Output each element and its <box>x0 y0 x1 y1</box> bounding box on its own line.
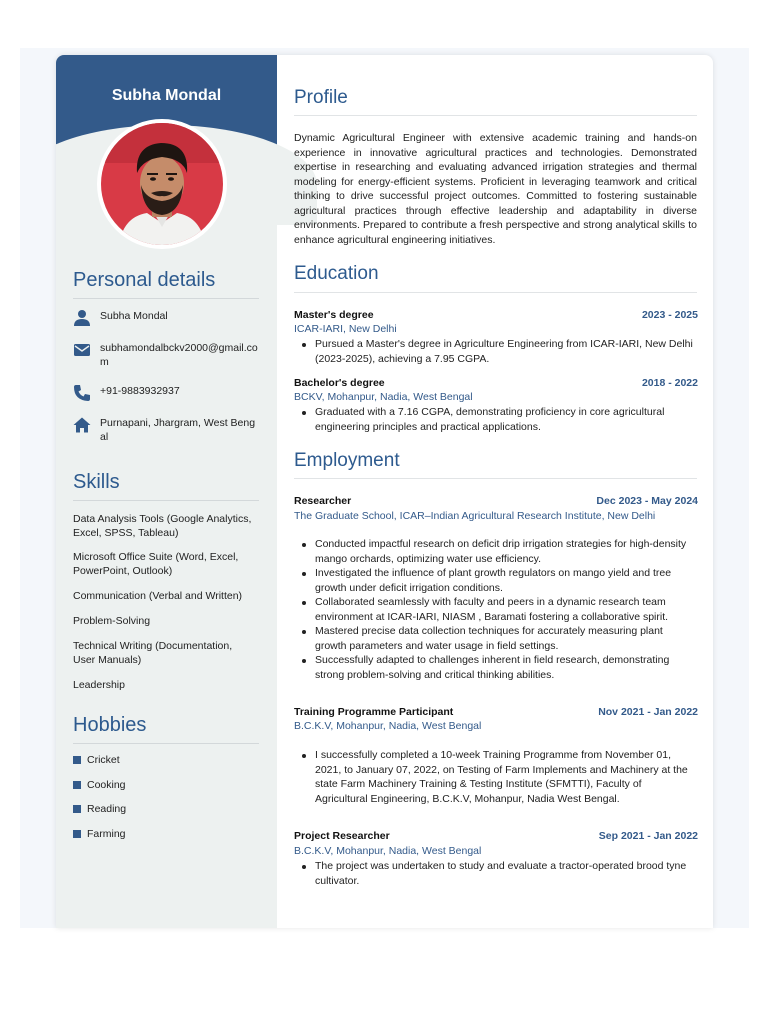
square-bullet-icon <box>73 805 81 813</box>
education-heading: Education <box>294 263 379 284</box>
list-item: Graduated with a 7.16 CGPA, demonstrating proficiency in core agricultural engineering principles and practical applications. <box>315 405 697 434</box>
hobby-label: Reading <box>87 803 127 815</box>
job-role: Training Programme Participant <box>294 706 454 718</box>
job-organization: B.C.K.V, Mohanpur, Nadia, West Bengal <box>294 845 482 857</box>
list-item: Pursued a Master's degree in Agriculture Engineering from ICAR-IARI, New Delhi (2023-2025), achieving a 7.95 CGPA. <box>315 337 697 366</box>
list-item: I successfully completed a 10-week Training Programme from November 01, 2021, to January 07, 2022, on Testing of Farm Implements and Machinery at the state Farm Machinery Training & Testing Institute (SFMTTI), Faculty of Agricultural Engineering, B.C.K.V, Mohanpur, Nadia West Bengal. <box>315 748 692 806</box>
skill-item: Microsoft Office Suite (Word, Excel, PowerPoint, Outlook) <box>73 551 239 577</box>
hobby-label: Cricket <box>87 754 120 766</box>
detail-email[interactable] <box>73 341 263 369</box>
personal-details-heading: Personal details <box>73 269 216 291</box>
hobby-label: Farming <box>87 828 126 840</box>
education-bullets <box>294 337 697 366</box>
square-bullet-icon <box>73 756 81 764</box>
job-dates: Dec 2023 - May 2024 <box>596 495 698 507</box>
skill-item: Technical Writing (Documentation, User Manuals) <box>73 640 233 666</box>
profile-photo <box>101 123 223 245</box>
education-degree: Bachelor's degree <box>294 377 385 389</box>
education-dates: 2018 - 2022 <box>641 377 698 389</box>
skill-item: Problem-Solving <box>73 615 151 627</box>
divider <box>294 478 697 479</box>
profile-heading: Profile <box>294 87 348 108</box>
user-icon <box>73 309 91 327</box>
job-organization: The Graduate School, ICAR–Indian Agricultural Research Institute, New Delhi <box>294 510 656 522</box>
avatar <box>97 119 227 249</box>
job-dates: Nov 2021 - Jan 2022 <box>598 706 698 718</box>
resume-card <box>56 55 713 928</box>
list-item: Successfully adapted to challenges inherent in field research, demonstrating strong problem-solving and critical thinking abilities. <box>315 653 690 682</box>
list-item: The project was undertaken to study and evaluate a tractor-operated brood tyne cultivator. <box>315 859 690 888</box>
list-item: Investigated the influence of plant growth regulators on mango yield and tree growth under deficit irrigation conditions. <box>315 566 690 595</box>
job-role: Researcher <box>294 495 352 507</box>
job-role: Project Researcher <box>294 830 390 842</box>
detail-name-text: Subha Mondal <box>100 310 168 322</box>
divider <box>73 500 259 501</box>
list-item: Mastered precise data collection techniques for accurately measuring plant growth parameters and water usage in field settings. <box>315 624 690 653</box>
list-item: Conducted impactful research on deficit drip irrigation strategies for high-density mango orchards, optimizing water use efficiency. <box>315 537 690 566</box>
education-institution: BCKV, Mohanpur, Nadia, West Bengal <box>294 391 473 403</box>
list-item: Collaborated seamlessly with faculty and peers in a dynamic research team environment at ICAR-IARI, NIASM , Baramati fostering a collaborative spirit. <box>315 595 690 624</box>
hobby-label: Cooking <box>87 779 126 791</box>
sidebar <box>56 55 277 928</box>
detail-phone[interactable] <box>73 384 263 402</box>
detail-name <box>73 309 263 327</box>
detail-address-text: Purnapani, Jhargram, West Bengal <box>100 417 256 443</box>
phone-icon <box>73 384 91 402</box>
hobby-item <box>73 779 126 791</box>
job-bullets <box>294 748 692 806</box>
job-organization: B.C.K.V, Mohanpur, Nadia, West Bengal <box>294 720 482 732</box>
divider <box>294 115 697 116</box>
hobby-item <box>73 754 120 766</box>
job-bullets <box>294 859 690 888</box>
employment-heading: Employment <box>294 450 400 471</box>
hobbies-heading: Hobbies <box>73 714 147 736</box>
divider <box>73 743 259 744</box>
detail-phone-text[interactable]: +91-9883932937 <box>100 385 180 397</box>
profile-summary: Dynamic Agricultural Engineer with extensive academic training and hands-on experience in innovative agricultural practices and technologies. Demonstrated expertise in researching and evaluating advanced irrigation strategies and thermal modeling for energy-efficient systems. Proficient in leveraging teamwork and critical thinking to drive successful project outcomes. Committed to fostering sustainable agricultural practices through effective leadership and adaptability in diverse environments. Prepared to contribute a fresh perspective and strong analytical skills to enhance agricultural engineering initiatives. <box>294 132 697 246</box>
candidate-name: Subha Mondal <box>111 87 222 104</box>
education-institution: ICAR-IARI, New Delhi <box>294 323 397 335</box>
divider <box>294 292 697 293</box>
home-icon <box>73 416 91 434</box>
education-dates: 2023 - 2025 <box>641 309 698 321</box>
skill-item: Communication (Verbal and Written) <box>73 590 243 602</box>
square-bullet-icon <box>73 781 81 789</box>
detail-email-text[interactable]: subhamondalbckv2000@gmail.com <box>100 342 258 368</box>
skills-heading: Skills <box>73 471 120 493</box>
education-degree: Master's degree <box>294 309 374 321</box>
job-dates: Sep 2021 - Jan 2022 <box>598 830 698 842</box>
skill-item: Leadership <box>73 679 125 691</box>
skill-item: Data Analysis Tools (Google Analytics, Excel, SPSS, Tableau) <box>73 513 252 539</box>
education-bullets <box>294 405 697 434</box>
job-bullets <box>294 537 690 682</box>
divider <box>73 298 259 299</box>
hobby-item <box>73 828 126 840</box>
mail-icon <box>73 341 91 359</box>
hobby-item <box>73 803 126 815</box>
square-bullet-icon <box>73 830 81 838</box>
detail-address <box>73 416 263 444</box>
